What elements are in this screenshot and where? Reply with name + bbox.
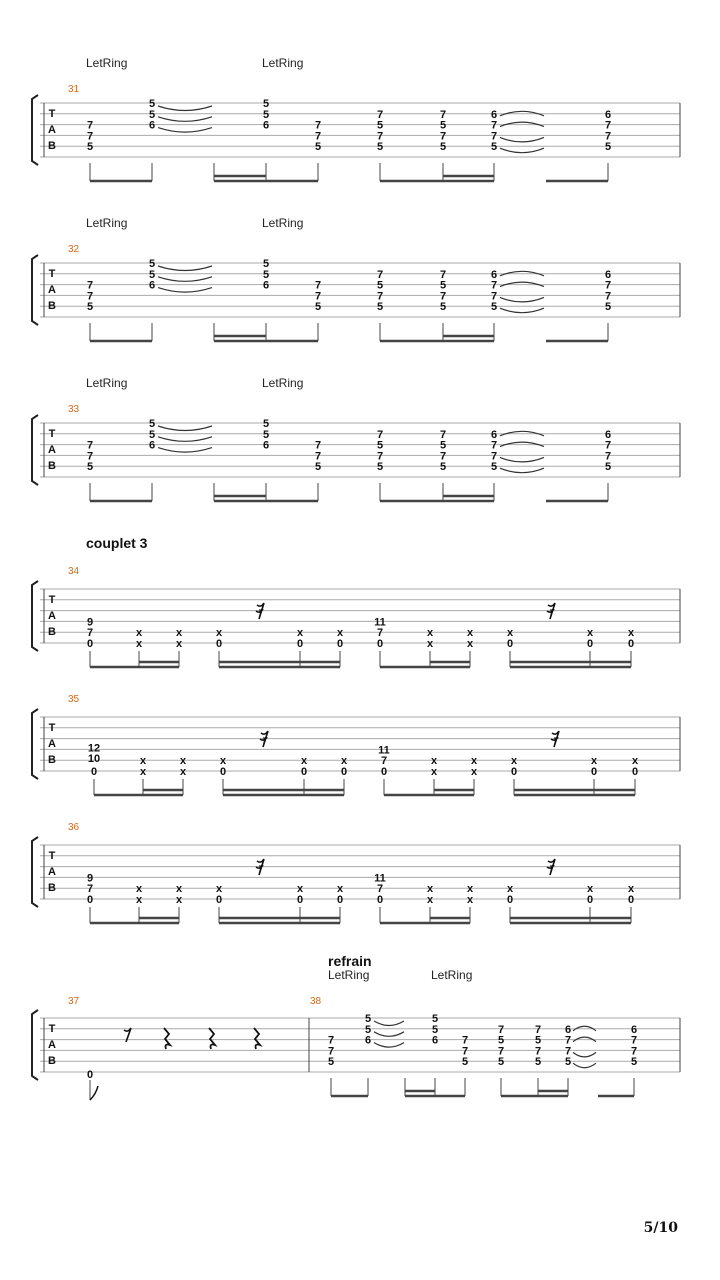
fret-number: 6 bbox=[630, 1023, 638, 1036]
quarter-rest-glyph bbox=[164, 1028, 170, 1049]
fret-number: 6 bbox=[604, 428, 612, 441]
fret-number: 5 bbox=[439, 141, 447, 154]
tie-arc bbox=[374, 1021, 404, 1026]
fret-number: 5 bbox=[497, 1056, 505, 1069]
fret-number: 5 bbox=[439, 439, 447, 452]
tab-clef-letter: T bbox=[48, 850, 56, 862]
tab-clef-letter: B bbox=[48, 300, 56, 312]
tie-arc bbox=[158, 437, 212, 442]
fret-number: 7 bbox=[439, 268, 447, 281]
tie-arc bbox=[158, 106, 212, 111]
tab-clef-letter: T bbox=[48, 594, 56, 606]
fret-number: 10 bbox=[87, 753, 101, 766]
muted-note: x bbox=[296, 883, 304, 896]
eighth-flag bbox=[90, 1086, 98, 1100]
fret-number: 7 bbox=[490, 119, 498, 132]
muted-note: x bbox=[175, 627, 183, 640]
tie-arc bbox=[500, 297, 544, 302]
fret-number: 0 bbox=[376, 638, 384, 650]
fret-number: 0 bbox=[376, 894, 384, 906]
muted-note: x bbox=[466, 883, 474, 896]
fret-number: 5 bbox=[376, 279, 384, 292]
fret-number: 6 bbox=[490, 108, 498, 121]
sixteenth-rest: 𝄿 bbox=[549, 606, 553, 618]
fret-number: 7 bbox=[327, 1045, 335, 1058]
staff-bracket bbox=[32, 95, 38, 165]
sixteenth-rest: 𝄿 bbox=[553, 734, 557, 746]
fret-number: 5 bbox=[431, 1023, 439, 1036]
muted-note: x bbox=[430, 755, 438, 768]
fret-number: 5 bbox=[262, 268, 270, 281]
fret-number: 5 bbox=[148, 108, 156, 121]
fret-number: 5 bbox=[604, 301, 612, 314]
tie-arc bbox=[158, 288, 212, 293]
muted-note: x bbox=[470, 766, 478, 778]
fret-number: 5 bbox=[86, 301, 94, 314]
fret-number: 12 bbox=[87, 742, 101, 755]
muted-note: x bbox=[586, 627, 594, 640]
fret-number: 7 bbox=[86, 290, 94, 303]
fret-number: 6 bbox=[148, 279, 156, 292]
fret-number: 7 bbox=[564, 1034, 572, 1047]
sixteenth-rest: 𝄿 bbox=[258, 862, 262, 874]
fret-number: 5 bbox=[490, 141, 498, 154]
fret-number: 5 bbox=[534, 1056, 542, 1069]
fret-number: 6 bbox=[490, 428, 498, 441]
fret-number: 0 bbox=[336, 894, 344, 906]
fret-number: 7 bbox=[376, 883, 384, 896]
fret-number: 0 bbox=[627, 638, 635, 650]
fret-number: 7 bbox=[380, 755, 388, 768]
muted-note: x bbox=[219, 755, 227, 768]
fret-number: 5 bbox=[86, 461, 94, 474]
fret-number: 5 bbox=[314, 461, 322, 474]
fret-number: 7 bbox=[604, 279, 612, 292]
fret-number: 5 bbox=[314, 301, 322, 314]
fret-number: 7 bbox=[314, 279, 322, 292]
fret-number: 7 bbox=[376, 450, 384, 463]
tab-clef-letter: T bbox=[48, 722, 56, 734]
fret-number: 5 bbox=[497, 1034, 505, 1047]
fret-number: 5 bbox=[262, 418, 270, 430]
muted-note: x bbox=[466, 894, 474, 906]
fret-number: 5 bbox=[439, 279, 447, 292]
fret-number: 0 bbox=[506, 638, 514, 650]
tie-arc bbox=[374, 1032, 404, 1037]
fret-number: 7 bbox=[314, 439, 322, 452]
fret-number: 7 bbox=[490, 130, 498, 143]
page-number: 5/10 bbox=[643, 1220, 678, 1236]
fret-number: 5 bbox=[148, 428, 156, 441]
muted-note: x bbox=[627, 883, 635, 896]
fret-number: 5 bbox=[364, 1013, 372, 1025]
muted-note: x bbox=[135, 627, 143, 640]
tab-clef-letter: B bbox=[48, 754, 56, 766]
staff-bracket bbox=[32, 709, 38, 779]
muted-note: x bbox=[215, 627, 223, 640]
fret-number: 0 bbox=[336, 638, 344, 650]
fret-number: 7 bbox=[490, 439, 498, 452]
fret-number: 7 bbox=[86, 627, 94, 640]
fret-number: 7 bbox=[376, 428, 384, 441]
tab-clef-letter: A bbox=[48, 866, 56, 878]
fret-number: 0 bbox=[86, 1069, 94, 1081]
fret-number: 6 bbox=[604, 268, 612, 281]
fret-number: 7 bbox=[604, 450, 612, 463]
muted-note: x bbox=[340, 755, 348, 768]
tie-arc bbox=[158, 117, 212, 122]
fret-number: 5 bbox=[439, 461, 447, 474]
fret-number: 5 bbox=[262, 258, 270, 270]
fret-number: 7 bbox=[376, 290, 384, 303]
fret-number: 7 bbox=[630, 1045, 638, 1058]
measure-number: 38 bbox=[310, 996, 322, 1007]
fret-number: 5 bbox=[376, 301, 384, 314]
tie-arc bbox=[500, 148, 544, 153]
tab-clef-letter: B bbox=[48, 460, 56, 472]
fret-number: 5 bbox=[327, 1056, 335, 1069]
fret-number: 0 bbox=[340, 766, 348, 778]
fret-number: 7 bbox=[461, 1045, 469, 1058]
tie-arc bbox=[500, 308, 544, 313]
letring-label: LetRing bbox=[86, 376, 128, 390]
fret-number: 7 bbox=[564, 1045, 572, 1058]
fret-number: 7 bbox=[534, 1045, 542, 1058]
fret-number: 7 bbox=[86, 883, 94, 896]
muted-note: x bbox=[627, 627, 635, 640]
fret-number: 6 bbox=[262, 439, 270, 452]
fret-number: 0 bbox=[506, 894, 514, 906]
tab-clef-letter: B bbox=[48, 140, 56, 152]
quarter-rest-glyph bbox=[254, 1028, 260, 1049]
tie-arc bbox=[158, 426, 212, 431]
fret-number: 7 bbox=[630, 1034, 638, 1047]
letring-label: LetRing bbox=[431, 968, 473, 982]
measure-number: 36 bbox=[68, 822, 80, 833]
muted-note: x bbox=[175, 894, 183, 906]
fret-number: 0 bbox=[631, 766, 639, 778]
fret-number: 7 bbox=[490, 450, 498, 463]
fret-number: 7 bbox=[490, 279, 498, 292]
fret-number: 0 bbox=[86, 638, 94, 650]
fret-number: 7 bbox=[376, 268, 384, 281]
fret-number: 7 bbox=[86, 439, 94, 452]
fret-number: 5 bbox=[262, 428, 270, 441]
fret-number: 0 bbox=[86, 894, 94, 906]
fret-number: 7 bbox=[439, 108, 447, 121]
fret-number: 7 bbox=[490, 290, 498, 303]
fret-number: 9 bbox=[86, 872, 94, 885]
fret-number: 5 bbox=[148, 268, 156, 281]
muted-note: x bbox=[426, 638, 434, 650]
fret-number: 5 bbox=[490, 461, 498, 474]
fret-number: 5 bbox=[148, 418, 156, 430]
fret-number: 5 bbox=[376, 141, 384, 154]
fret-number: 5 bbox=[262, 98, 270, 110]
muted-note: x bbox=[300, 755, 308, 768]
fret-number: 5 bbox=[461, 1056, 469, 1069]
fret-number: 6 bbox=[364, 1034, 372, 1047]
tab-clef-letter: A bbox=[48, 124, 56, 136]
fret-number: 5 bbox=[431, 1013, 439, 1025]
fret-number: 5 bbox=[314, 141, 322, 154]
tab-clef-letter: B bbox=[48, 626, 56, 638]
fret-number: 6 bbox=[490, 268, 498, 281]
staff-bracket bbox=[32, 255, 38, 325]
quarter-rest-glyph bbox=[209, 1028, 215, 1049]
letring-label: LetRing bbox=[86, 56, 128, 70]
fret-number: 0 bbox=[380, 766, 388, 778]
fret-number: 7 bbox=[604, 290, 612, 303]
measure-number: 35 bbox=[68, 694, 80, 705]
tab-clef-letter: T bbox=[48, 428, 56, 440]
tab-clef-letter: A bbox=[48, 284, 56, 296]
fret-number: 7 bbox=[314, 130, 322, 143]
fret-number: 7 bbox=[314, 450, 322, 463]
fret-number: 6 bbox=[262, 119, 270, 132]
fret-number: 6 bbox=[564, 1023, 572, 1036]
fret-number: 7 bbox=[461, 1034, 469, 1047]
fret-number: 5 bbox=[439, 301, 447, 314]
fret-number: 6 bbox=[431, 1034, 439, 1047]
letring-label: LetRing bbox=[328, 968, 370, 982]
muted-note: x bbox=[466, 638, 474, 650]
fret-number: 5 bbox=[604, 461, 612, 474]
fret-number: 0 bbox=[510, 766, 518, 778]
staff-bracket bbox=[32, 415, 38, 485]
fret-number: 5 bbox=[376, 461, 384, 474]
fret-number: 7 bbox=[439, 290, 447, 303]
muted-note: x bbox=[179, 755, 187, 768]
letring-label: LetRing bbox=[262, 376, 304, 390]
fret-number: 0 bbox=[590, 766, 598, 778]
fret-number: 5 bbox=[534, 1034, 542, 1047]
muted-note: x bbox=[139, 766, 147, 778]
measure-number: 37 bbox=[68, 996, 80, 1007]
tab-clef-letter: A bbox=[48, 610, 56, 622]
fret-number: 5 bbox=[262, 108, 270, 121]
muted-note: x bbox=[179, 766, 187, 778]
tie-arc bbox=[158, 277, 212, 282]
tab-clef-letter: T bbox=[48, 268, 56, 280]
measure-number: 31 bbox=[68, 84, 80, 95]
fret-number: 11 bbox=[374, 616, 386, 629]
fret-number: 6 bbox=[148, 119, 156, 132]
letring-label: LetRing bbox=[262, 56, 304, 70]
fret-number: 7 bbox=[439, 428, 447, 441]
muted-note: x bbox=[135, 883, 143, 896]
tie-arc bbox=[374, 1043, 404, 1048]
muted-note: x bbox=[590, 755, 598, 768]
fret-number: 5 bbox=[604, 141, 612, 154]
fret-number: 6 bbox=[148, 439, 156, 452]
tab-clef-letter: T bbox=[48, 108, 56, 120]
section-title-couplet: couplet 3 bbox=[86, 535, 148, 551]
fret-number: 7 bbox=[86, 119, 94, 132]
fret-number: 5 bbox=[364, 1023, 372, 1036]
muted-note: x bbox=[470, 755, 478, 768]
sixteenth-rest: 𝄿 bbox=[258, 606, 262, 618]
fret-number: 0 bbox=[219, 766, 227, 778]
fret-number: 6 bbox=[262, 279, 270, 292]
fret-number: 7 bbox=[376, 108, 384, 121]
tie-arc bbox=[500, 468, 544, 473]
sixteenth-rest: 𝄿 bbox=[262, 734, 266, 746]
tie-arc bbox=[500, 457, 544, 462]
muted-note: x bbox=[215, 883, 223, 896]
fret-number: 7 bbox=[86, 279, 94, 292]
tab-clef-letter: B bbox=[48, 1055, 56, 1067]
tie-arc bbox=[573, 1063, 596, 1068]
muted-note: x bbox=[175, 638, 183, 650]
muted-note: x bbox=[466, 627, 474, 640]
fret-number: 0 bbox=[300, 766, 308, 778]
fret-number: 0 bbox=[586, 894, 594, 906]
muted-note: x bbox=[426, 627, 434, 640]
muted-note: x bbox=[336, 627, 344, 640]
measure-number: 33 bbox=[68, 404, 80, 415]
fret-number: 7 bbox=[604, 439, 612, 452]
fret-number: 5 bbox=[564, 1056, 572, 1069]
fret-number: 5 bbox=[490, 301, 498, 314]
muted-note: x bbox=[175, 883, 183, 896]
tab-clef-letter: A bbox=[48, 444, 56, 456]
fret-number: 7 bbox=[534, 1023, 542, 1036]
muted-note: x bbox=[430, 766, 438, 778]
tab-clef-letter: T bbox=[48, 1023, 56, 1035]
fret-number: 0 bbox=[215, 894, 223, 906]
fret-number: 5 bbox=[376, 439, 384, 452]
fret-number: 7 bbox=[439, 130, 447, 143]
fret-number: 7 bbox=[314, 119, 322, 132]
fret-number: 0 bbox=[90, 766, 98, 778]
tab-clef-letter: B bbox=[48, 882, 56, 894]
staff-bracket bbox=[32, 837, 38, 907]
fret-number: 0 bbox=[296, 894, 304, 906]
fret-number: 0 bbox=[215, 638, 223, 650]
muted-note: x bbox=[135, 638, 143, 650]
muted-note: x bbox=[506, 627, 514, 640]
fret-number: 9 bbox=[86, 616, 94, 629]
tie-arc bbox=[158, 266, 212, 271]
fret-number: 7 bbox=[439, 450, 447, 463]
fret-number: 5 bbox=[439, 119, 447, 132]
section-title-refrain: refrain bbox=[328, 953, 372, 969]
fret-number: 7 bbox=[604, 119, 612, 132]
fret-number: 7 bbox=[497, 1045, 505, 1058]
fret-number: 5 bbox=[630, 1056, 638, 1069]
muted-note: x bbox=[506, 883, 514, 896]
fret-number: 7 bbox=[376, 130, 384, 143]
muted-note: x bbox=[296, 627, 304, 640]
fret-number: 7 bbox=[497, 1023, 505, 1036]
measure-number: 34 bbox=[68, 566, 80, 577]
fret-number: 7 bbox=[604, 130, 612, 143]
muted-note: x bbox=[510, 755, 518, 768]
sixteenth-rest: 𝄿 bbox=[549, 862, 553, 874]
tab-clef-letter: A bbox=[48, 1039, 56, 1051]
letring-label: LetRing bbox=[262, 216, 304, 230]
tie-arc bbox=[158, 128, 212, 133]
fret-number: 11 bbox=[374, 872, 386, 885]
tie-arc bbox=[573, 1052, 596, 1057]
muted-note: x bbox=[631, 755, 639, 768]
measure-number: 32 bbox=[68, 244, 80, 255]
fret-number: 0 bbox=[586, 638, 594, 650]
tab-clef-letter: A bbox=[48, 738, 56, 750]
muted-note: x bbox=[426, 883, 434, 896]
fret-number: 7 bbox=[86, 450, 94, 463]
letring-label: LetRing bbox=[86, 216, 128, 230]
fret-number: 5 bbox=[148, 98, 156, 110]
fret-number: 7 bbox=[86, 130, 94, 143]
fret-number: 7 bbox=[376, 627, 384, 640]
fret-number: 5 bbox=[148, 258, 156, 270]
fret-number: 7 bbox=[314, 290, 322, 303]
muted-note: x bbox=[426, 894, 434, 906]
staff-bracket bbox=[32, 581, 38, 651]
muted-note: x bbox=[336, 883, 344, 896]
fret-number: 5 bbox=[86, 141, 94, 154]
fret-number: 0 bbox=[627, 894, 635, 906]
muted-note: x bbox=[135, 894, 143, 906]
tie-arc bbox=[500, 137, 544, 142]
fret-number: 5 bbox=[376, 119, 384, 132]
muted-note: x bbox=[586, 883, 594, 896]
fret-number: 6 bbox=[604, 108, 612, 121]
muted-note: x bbox=[139, 755, 147, 768]
fret-number: 0 bbox=[296, 638, 304, 650]
tie-arc bbox=[158, 448, 212, 453]
fret-number: 11 bbox=[378, 744, 390, 757]
staff-bracket bbox=[32, 1010, 38, 1080]
fret-number: 7 bbox=[327, 1034, 335, 1047]
